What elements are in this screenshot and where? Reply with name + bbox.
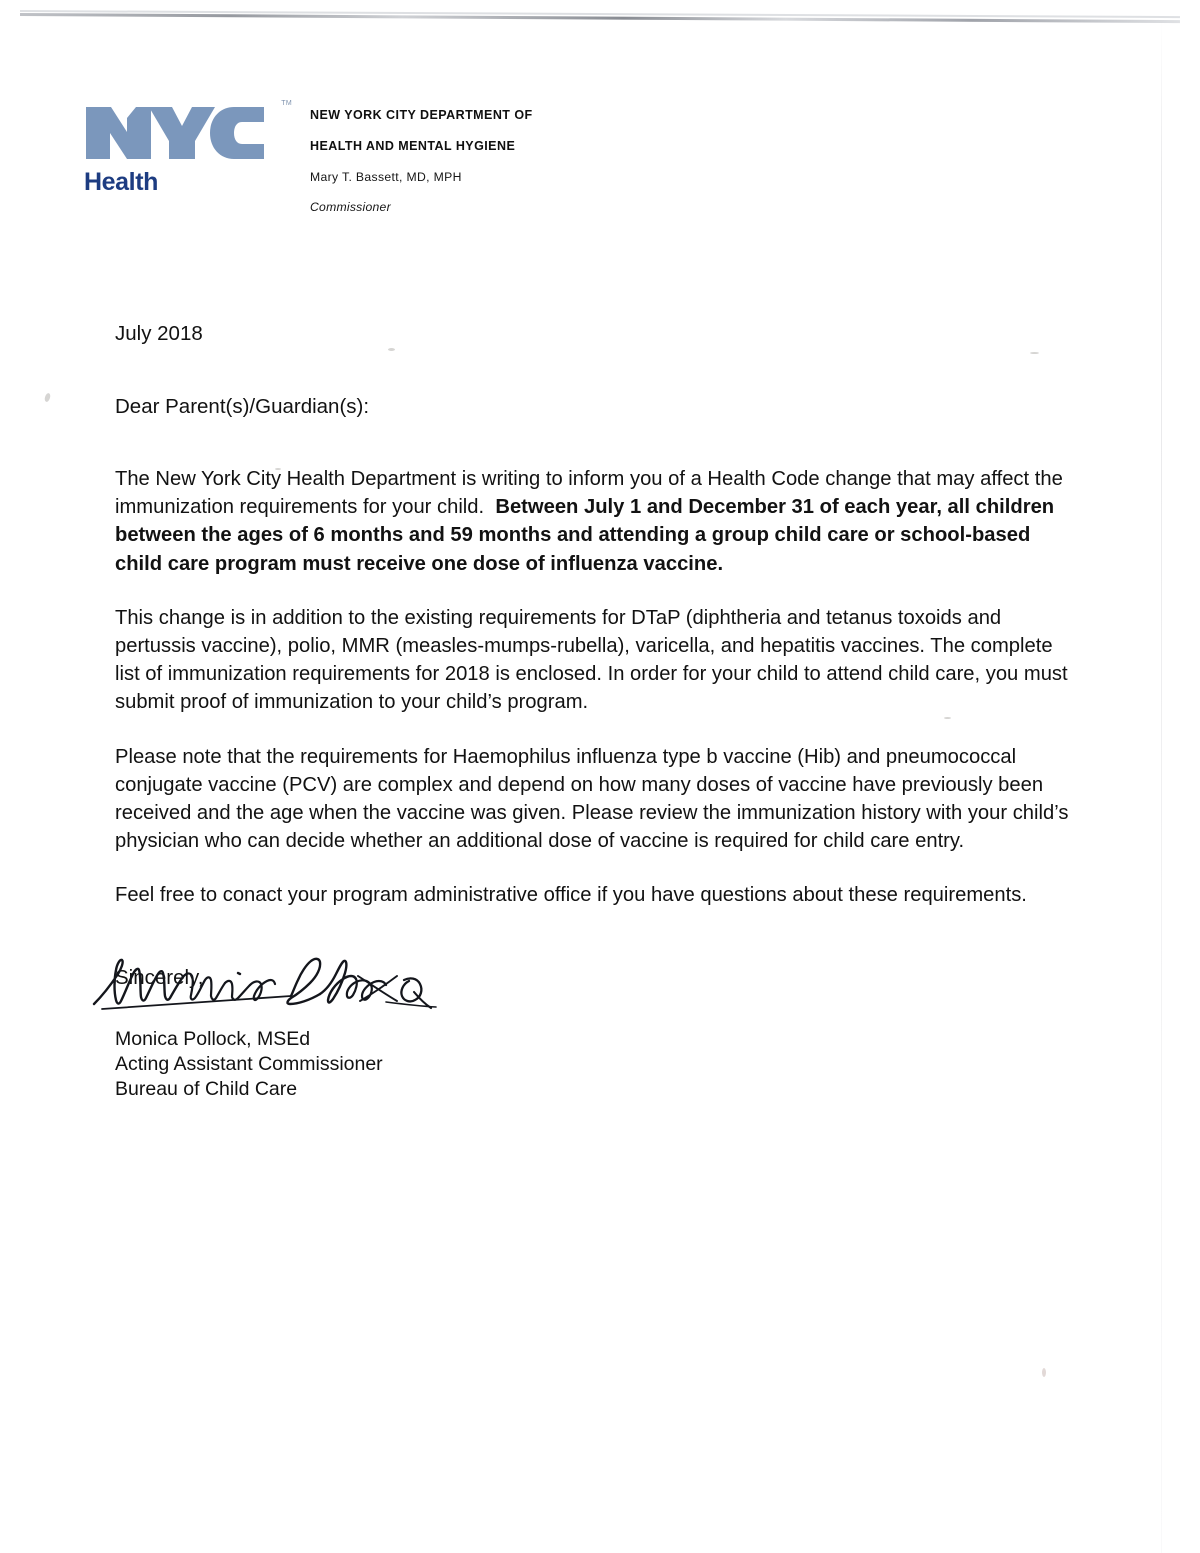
letter-paragraph-4: Feel free to conact your program administrative office if you have questions about these requirements. xyxy=(115,884,1027,907)
paragraph-1-normal: The New York City Health Department is writing to inform you of a Health Code change that may affect the immunization requirements for your child. xyxy=(115,468,1063,519)
letter-body xyxy=(115,320,1075,991)
paragraph-1-bold: Between July 1 and December 31 of each year, all children between the ages of 6 months and 59 months and attending a group child care or school-based child care program must receive one dose of influenza vaccine. xyxy=(115,496,1055,575)
letter-paragraph-3: Please note that the requirements for Haemophilus influenza type b vaccine (Hib) and pneumococcal conjugate vaccine (PCV) are complex and depend on how many doses of vaccine have previously been received and the age when the vaccine was given. Please review the immunization history with your child’s physician who can decide whether an additional dose of vaccine is required for child care entry. xyxy=(115,745,1069,853)
letter-closing: Sincerely, xyxy=(115,965,204,989)
letter-salutation: Dear Parent(s)/Guardian(s): xyxy=(115,395,370,418)
scan-edge-artifact-right xyxy=(1161,18,1162,1553)
scan-speck xyxy=(1042,1368,1046,1377)
commissioner-title: Commissioner xyxy=(310,200,391,214)
signature-image xyxy=(88,952,488,1016)
letterhead xyxy=(84,98,644,228)
logo-health-word: Health xyxy=(84,168,159,196)
letter-paragraph-1 xyxy=(115,465,1075,578)
signer-department: Bureau of Child Care xyxy=(115,1078,298,1100)
scan-speck xyxy=(44,392,52,402)
trademark-icon: TM xyxy=(281,100,292,107)
letter-date: July 2018 xyxy=(115,322,203,345)
nyc-wordmark-icon xyxy=(84,98,292,166)
signer-block xyxy=(115,1027,615,1102)
agency-identity xyxy=(310,108,640,214)
signer-title: Acting Assistant Commissioner xyxy=(115,1053,383,1075)
agency-line-2: HEALTH AND MENTAL HYGIENE xyxy=(310,139,516,153)
signer-name: Monica Pollock, MSEd xyxy=(115,1028,311,1050)
letter-paragraph-2: This change is in addition to the existing requirements for DTaP (diphtheria and tetanus toxoids and pertussis vaccine), polio, MMR (measles-mumps-rubella), varicella, and hepatitis vaccines. The complete list of immunization requirements for 2018 is enclosed. In order for your child to attend child care, you must submit proof of immunization to your child’s program. xyxy=(115,606,1068,714)
nyc-health-logo xyxy=(84,98,296,195)
agency-line-1: NEW YORK CITY DEPARTMENT OF xyxy=(310,108,533,122)
commissioner-name: Mary T. Bassett, MD, MPH xyxy=(310,170,462,184)
